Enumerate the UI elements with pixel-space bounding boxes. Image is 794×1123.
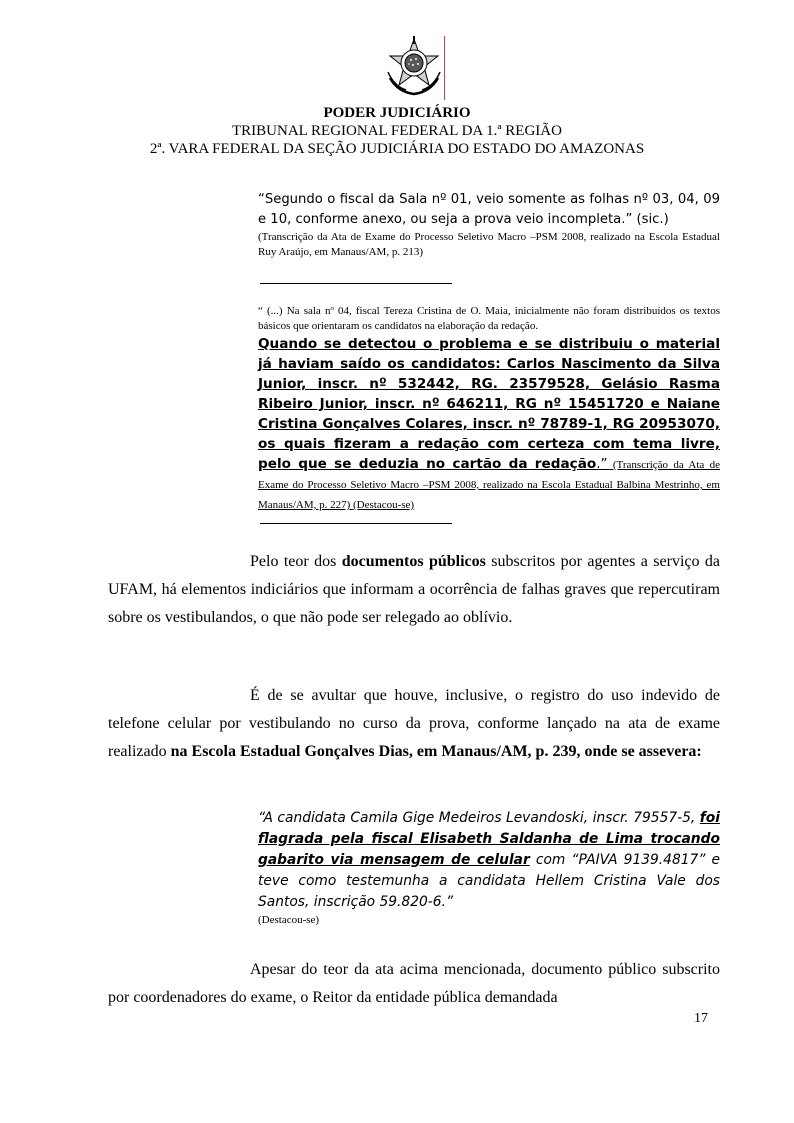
- quote-3-post: com “PAIVA 9139.4817” e teve como testemunha a candidata Hellem Cristina Vale dos Santos, inscrição 59.820-6.”: [258, 852, 720, 910]
- para-2-pre: É de se avultar que houve, inclusive, o registro do uso indevido de telefone celular por vestibulando no curso da prova, conforme lançado na ata de exame realizado: [108, 687, 720, 760]
- para-1-pre: Pelo teor dos: [250, 553, 342, 570]
- quote-block-1: [258, 190, 720, 260]
- quote-2-bold-text: [258, 334, 720, 514]
- quote-2-rule: [260, 523, 452, 524]
- header-line-poder: PODER JUDICIÁRIO: [323, 105, 471, 121]
- quote-3-citation: (Destacou-se): [258, 914, 320, 926]
- header-accent-line: [444, 36, 445, 100]
- quote-block-3: [258, 808, 720, 928]
- quote-2-bold: Quando se detectou o problema e se distribuiu o material já haviam saído os candidatos: Carlos Nascimento da Silva Junior, inscr. nº 532442, RG. 23579528, Gelásio Rasma Ribeiro Junior, inscr. nº 646211, RG nº 15451720 e Naiane Cristina Gonçalves Colares, inscr. nº 78789-1, RG 20953070, os quais fizeram a redação com certeza com tema livre, pelo que se deduzia no cartão da redação: [258, 336, 720, 472]
- quote-1-citation: (Transcrição da Ata de Exame do Processo Seletivo Macro –PSM 2008, realizado na Escola Estadual Ruy Araújo, em Manaus/AM, p. 213): [258, 231, 720, 258]
- quote-2-citation: (Transcrição da Ata de Exame do Processo Seletivo Macro –PSM 2008, realizado na Escola Estadual Balbina Mestrinho, em Manaus/AM, p. 227) (Destacou-se): [258, 459, 720, 511]
- header-line-tribunal: TRIBUNAL REGIONAL FEDERAL DA 1.ª REGIÃO: [232, 123, 562, 139]
- para-1-bold: documentos públicos: [341, 553, 486, 570]
- header-line-vara: 2ª. VARA FEDERAL DA SEÇÃO JUDICIÁRIA DO ESTADO DO AMAZONAS: [149, 141, 645, 157]
- quote-block-2: [258, 304, 720, 514]
- quote-3-pre: “A candidata Camila Gige Medeiros Levandoski, inscr. 79557-5,: [258, 810, 700, 826]
- quote-1-rule: [260, 283, 452, 284]
- quote-3-bold: foi flagrada pela fiscal Elisabeth Saldanha de Lima trocando gabarito via mensagem de celular: [258, 810, 720, 868]
- quote-2-close: .”: [596, 456, 608, 472]
- quote-3-text: [258, 808, 720, 913]
- paragraph-2: [108, 682, 720, 766]
- page-number: 17: [694, 1011, 708, 1026]
- paragraph-3: Apesar do teor da ata acima mencionada, documento público subscrito por coordenadores do exame, o Reitor da entidade pública demandada: [108, 961, 720, 1006]
- paragraph-1: [108, 548, 720, 632]
- quote-1-text: “Segundo o fiscal da Sala nº 01, veio somente as folhas nº 03, 04, 09 e 10, conforme anexo, ou seja a prova veio incompleta.” (sic.): [258, 192, 720, 227]
- coat-of-arms-icon: [384, 36, 444, 98]
- quote-2-intro: “ (...) Na sala nº 04, fiscal Tereza Cristina de O. Maia, inicialmente não foram distribuídos os textos básicos que orientaram os candidatos na elaboração da redação.: [258, 305, 720, 332]
- para-2-bold: na Escola Estadual Gonçalves Dias, em Manaus/AM, p. 239, onde se assevera:: [170, 743, 702, 760]
- para-1-post: subscritos por agentes a serviço da UFAM, há elementos indiciários que informam a ocorrência de falhas graves que repercutiram sobre os vestibulandos, o que não pode ser relegado ao oblívio.: [108, 553, 721, 626]
